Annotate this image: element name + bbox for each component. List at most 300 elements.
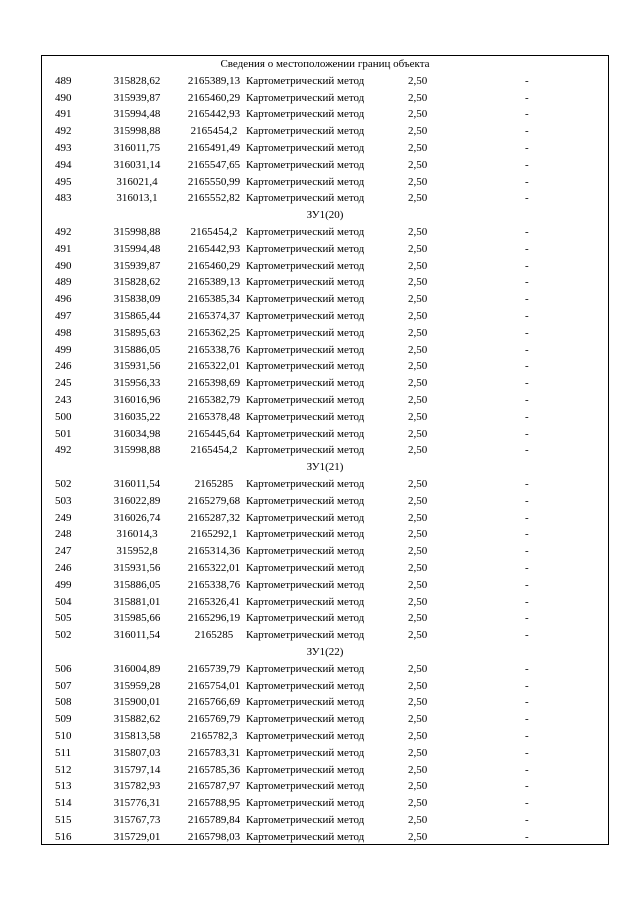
- table-row: [42, 510, 608, 527]
- description-cell: -: [525, 410, 529, 423]
- point-number: 489: [55, 276, 72, 289]
- precision-cell: 2,50: [408, 629, 428, 642]
- method-cell: Картометрический метод: [246, 326, 365, 339]
- coordinate-y: 2165454,2: [190, 444, 238, 457]
- table-row: [42, 73, 608, 90]
- table-row: [42, 594, 608, 611]
- table-row: [42, 778, 608, 795]
- description-cell: -: [525, 780, 529, 793]
- point-number: 507: [55, 679, 72, 692]
- coordinate-y: 2165785,36: [187, 763, 241, 776]
- coordinate-y: 2165279,68: [187, 494, 241, 507]
- point-number: 246: [55, 360, 72, 373]
- coordinate-y: 2165389,13: [187, 74, 241, 87]
- description-cell: -: [525, 578, 529, 591]
- method-cell: Картометрический метод: [246, 293, 365, 306]
- method-cell: Картометрический метод: [246, 629, 365, 642]
- coordinate-y: 2165491,49: [187, 142, 241, 154]
- coordinate-y: 2165292,1: [190, 528, 238, 541]
- coordinate-x: 315998,88: [113, 444, 161, 457]
- method-cell: Картометрический метод: [246, 478, 365, 490]
- description-cell: -: [525, 394, 529, 406]
- coordinate-x: 315994,48: [113, 242, 161, 255]
- table-row: [42, 762, 608, 779]
- section-heading: ЗУ1(20): [306, 209, 344, 222]
- coordinate-y: 2165788,95: [187, 797, 241, 810]
- description-cell: -: [525, 276, 529, 289]
- table-row: [42, 829, 608, 846]
- method-cell: Картометрический метод: [246, 142, 365, 154]
- precision-cell: 2,50: [408, 276, 428, 289]
- coordinate-y: 2165460,29: [187, 91, 241, 104]
- coordinate-x: 315900,01: [113, 696, 161, 709]
- point-number: 515: [55, 814, 72, 826]
- point-number: 502: [55, 629, 72, 642]
- coordinate-y: 2165296,19: [187, 612, 241, 625]
- description-cell: -: [525, 74, 529, 87]
- description-cell: -: [525, 562, 529, 574]
- coordinate-x: 315994,48: [113, 108, 161, 121]
- table-row: [42, 493, 608, 510]
- table-row: [42, 241, 608, 258]
- description-cell: -: [525, 158, 529, 171]
- point-number: 495: [55, 175, 72, 188]
- coordinate-x: 315886,05: [113, 578, 161, 591]
- point-number: 511: [55, 746, 72, 759]
- method-cell: Картометрический метод: [246, 578, 365, 591]
- method-cell: Картометрический метод: [246, 175, 365, 188]
- point-number: 490: [55, 259, 72, 272]
- precision-cell: 2,50: [408, 377, 428, 390]
- precision-cell: 2,50: [408, 528, 428, 541]
- table-row: [42, 560, 608, 577]
- method-cell: Картометрический метод: [246, 394, 365, 406]
- method-cell: Картометрический метод: [246, 780, 365, 793]
- point-number: 502: [55, 478, 72, 490]
- point-number: 247: [55, 545, 72, 558]
- point-number: 490: [55, 91, 72, 104]
- coordinate-x: 315881,01: [113, 595, 161, 608]
- method-cell: Картометрический метод: [246, 797, 365, 810]
- table-row: [42, 728, 608, 745]
- coordinate-x: 316031,14: [113, 158, 161, 171]
- description-cell: -: [525, 730, 529, 742]
- coordinate-x: 315886,05: [113, 343, 161, 356]
- point-number: 248: [55, 528, 72, 541]
- precision-cell: 2,50: [408, 108, 428, 121]
- coordinate-x: 316021,4: [116, 175, 158, 188]
- method-cell: Картометрический метод: [246, 192, 365, 205]
- description-cell: -: [525, 511, 529, 524]
- table-row: [42, 392, 608, 409]
- coordinate-y: 2165389,13: [187, 276, 241, 289]
- table-row: [42, 627, 608, 644]
- coordinate-y: 2165787,97: [187, 780, 241, 793]
- point-number: 506: [55, 662, 72, 675]
- coordinate-y: 2165378,48: [187, 410, 241, 423]
- table-row: [42, 106, 608, 123]
- description-cell: -: [525, 192, 529, 205]
- coordinate-x: 315797,14: [113, 763, 161, 776]
- description-cell: -: [525, 830, 529, 843]
- point-number: 492: [55, 125, 72, 138]
- precision-cell: 2,50: [408, 410, 428, 423]
- description-cell: -: [525, 713, 529, 726]
- table-row: [42, 476, 608, 493]
- precision-cell: 2,50: [408, 142, 428, 154]
- description-cell: -: [525, 494, 529, 507]
- coordinate-x: 315956,33: [113, 377, 161, 390]
- table-row: [42, 409, 608, 426]
- coordinate-y: 2165398,69: [187, 377, 241, 390]
- point-number: 496: [55, 293, 72, 306]
- point-number: 499: [55, 343, 72, 356]
- table-row: [42, 745, 608, 762]
- coordinate-x: 316026,74: [113, 511, 161, 524]
- coordinate-y: 2165326,41: [187, 595, 241, 608]
- method-cell: Картометрический метод: [246, 377, 365, 390]
- coordinate-x: 316035,22: [113, 410, 161, 423]
- point-number: 504: [55, 595, 72, 608]
- table-row: [42, 291, 608, 308]
- coordinate-x: 316011,54: [113, 629, 161, 642]
- point-number: 243: [55, 394, 72, 406]
- description-cell: -: [525, 108, 529, 121]
- precision-cell: 2,50: [408, 494, 428, 507]
- description-cell: -: [525, 478, 529, 490]
- table-row: [42, 358, 608, 375]
- method-cell: Картометрический метод: [246, 562, 365, 574]
- description-cell: -: [525, 226, 529, 238]
- point-number: 483: [55, 192, 72, 205]
- description-cell: -: [525, 142, 529, 154]
- method-cell: Картометрический метод: [246, 125, 365, 138]
- description-cell: -: [525, 242, 529, 255]
- table-row: [42, 661, 608, 678]
- precision-cell: 2,50: [408, 74, 428, 87]
- method-cell: Картометрический метод: [246, 545, 365, 558]
- table-row: [42, 224, 608, 241]
- coordinate-x: 316016,96: [113, 394, 161, 406]
- precision-cell: 2,50: [408, 444, 428, 457]
- table-row: [42, 90, 608, 107]
- table-row: [42, 274, 608, 291]
- method-cell: Картометрический метод: [246, 730, 365, 742]
- description-cell: -: [525, 629, 529, 642]
- description-cell: -: [525, 612, 529, 625]
- precision-cell: 2,50: [408, 612, 428, 625]
- description-cell: -: [525, 91, 529, 104]
- coordinate-y: 2165285: [194, 478, 234, 490]
- method-cell: Картометрический метод: [246, 444, 365, 457]
- method-cell: Картометрический метод: [246, 746, 365, 759]
- description-cell: -: [525, 696, 529, 709]
- coordinate-y: 2165460,29: [187, 259, 241, 272]
- precision-cell: 2,50: [408, 578, 428, 591]
- section-heading: ЗУ1(21): [306, 461, 344, 474]
- table-header: Сведения о местоположении границ объекта: [220, 58, 430, 70]
- coordinate-y: 2165547,65: [187, 158, 241, 171]
- coordinate-x: 315807,03: [113, 746, 161, 759]
- precision-cell: 2,50: [408, 427, 428, 440]
- coordinate-y: 2165739,79: [187, 662, 241, 675]
- coordinate-y: 2165798,03: [187, 830, 241, 843]
- description-cell: -: [525, 528, 529, 541]
- coordinate-y: 2165322,01: [187, 562, 241, 574]
- point-number: 498: [55, 326, 72, 339]
- point-number: 505: [55, 612, 72, 625]
- method-cell: Картометрический метод: [246, 528, 365, 541]
- coordinate-x: 315998,88: [113, 226, 161, 238]
- precision-cell: 2,50: [408, 662, 428, 675]
- coordinate-x: 316022,89: [113, 494, 161, 507]
- precision-cell: 2,50: [408, 679, 428, 692]
- coordinate-y: 2165442,93: [187, 108, 241, 121]
- table-row: [42, 577, 608, 594]
- coordinate-x: 315828,62: [113, 74, 161, 87]
- precision-cell: 2,50: [408, 175, 428, 188]
- precision-cell: 2,50: [408, 595, 428, 608]
- precision-cell: 2,50: [408, 713, 428, 726]
- table-row: [42, 123, 608, 140]
- coordinate-y: 2165285: [194, 629, 234, 642]
- description-cell: -: [525, 746, 529, 759]
- coordinate-x: 315998,88: [113, 125, 161, 138]
- method-cell: Картометрический метод: [246, 360, 365, 373]
- coordinate-y: 2165552,82: [187, 192, 241, 205]
- description-cell: -: [525, 259, 529, 272]
- point-number: 493: [55, 142, 72, 154]
- precision-cell: 2,50: [408, 343, 428, 356]
- table-row: [42, 174, 608, 191]
- coordinate-x: 315838,09: [113, 293, 161, 306]
- precision-cell: 2,50: [408, 192, 428, 205]
- point-number: 514: [55, 797, 72, 810]
- point-number: 245: [55, 377, 72, 390]
- point-number: 489: [55, 74, 72, 87]
- description-cell: -: [525, 427, 529, 440]
- method-cell: Картометрический метод: [246, 511, 365, 524]
- description-cell: -: [525, 360, 529, 373]
- table-row: [42, 711, 608, 728]
- coordinate-x: 315767,73: [113, 814, 161, 826]
- coordinate-y: 2165385,34: [187, 293, 241, 306]
- point-number: 510: [55, 730, 72, 742]
- description-cell: -: [525, 175, 529, 188]
- coordinate-y: 2165374,37: [187, 310, 241, 322]
- method-cell: Картометрический метод: [246, 74, 365, 87]
- coordinate-y: 2165322,01: [187, 360, 241, 373]
- coordinate-y: 2165454,2: [190, 125, 238, 138]
- description-cell: -: [525, 293, 529, 306]
- point-number: 500: [55, 410, 72, 423]
- coordinate-y: 2165783,31: [187, 746, 241, 759]
- point-number: 491: [55, 108, 72, 121]
- description-cell: -: [525, 595, 529, 608]
- coordinate-x: 315895,63: [113, 326, 161, 339]
- section-heading: ЗУ1(22): [306, 646, 344, 658]
- coordinate-x: 316011,54: [113, 478, 161, 490]
- precision-cell: 2,50: [408, 780, 428, 793]
- method-cell: Картометрический метод: [246, 830, 365, 843]
- coordinate-x: 316014,3: [116, 528, 158, 541]
- table-row: [42, 610, 608, 627]
- coordinate-y: 2165382,79: [187, 394, 241, 406]
- method-cell: Картометрический метод: [246, 226, 365, 238]
- method-cell: Картометрический метод: [246, 276, 365, 289]
- precision-cell: 2,50: [408, 293, 428, 306]
- method-cell: Картометрический метод: [246, 696, 365, 709]
- method-cell: Картометрический метод: [246, 427, 365, 440]
- method-cell: Картометрический метод: [246, 343, 365, 356]
- precision-cell: 2,50: [408, 125, 428, 138]
- coordinate-x: 315865,44: [113, 310, 161, 322]
- point-number: 246: [55, 562, 72, 574]
- point-number: 497: [55, 310, 72, 322]
- precision-cell: 2,50: [408, 158, 428, 171]
- description-cell: -: [525, 125, 529, 138]
- coordinate-x: 315828,62: [113, 276, 161, 289]
- point-number: 491: [55, 242, 72, 255]
- point-number: 501: [55, 427, 72, 440]
- precision-cell: 2,50: [408, 814, 428, 826]
- method-cell: Картометрический метод: [246, 259, 365, 272]
- coordinate-x: 315782,93: [113, 780, 161, 793]
- point-number: 512: [55, 763, 72, 776]
- precision-cell: 2,50: [408, 360, 428, 373]
- coordinate-y: 2165445,64: [187, 427, 241, 440]
- table-row: [42, 375, 608, 392]
- method-cell: Картометрический метод: [246, 310, 365, 322]
- point-number: 492: [55, 444, 72, 457]
- coordinate-x: 315931,56: [113, 562, 161, 574]
- coordinate-x: 316013,1: [116, 192, 158, 205]
- coordinate-x: 315776,31: [113, 797, 161, 810]
- table-row: [42, 325, 608, 342]
- table-row: [42, 694, 608, 711]
- precision-cell: 2,50: [408, 310, 428, 322]
- method-cell: Картометрический метод: [246, 662, 365, 675]
- description-cell: -: [525, 377, 529, 390]
- coordinate-x: 315985,66: [113, 612, 161, 625]
- coordinate-y: 2165782,3: [190, 730, 238, 742]
- point-number: 494: [55, 158, 72, 171]
- coordinate-y: 2165766,69: [187, 696, 241, 709]
- description-cell: -: [525, 763, 529, 776]
- table-row: [42, 426, 608, 443]
- coordinate-y: 2165338,76: [187, 578, 241, 591]
- coordinate-y: 2165314,36: [187, 545, 241, 558]
- method-cell: Картометрический метод: [246, 242, 365, 255]
- precision-cell: 2,50: [408, 242, 428, 255]
- coordinate-x: 315882,62: [113, 713, 161, 726]
- coordinate-y: 2165362,25: [187, 326, 241, 339]
- coordinate-x: 315939,87: [113, 259, 161, 272]
- table-row: [42, 140, 608, 157]
- coordinate-x: 316034,98: [113, 427, 161, 440]
- precision-cell: 2,50: [408, 511, 428, 524]
- coordinate-y: 2165338,76: [187, 343, 241, 356]
- precision-cell: 2,50: [408, 91, 428, 104]
- coordinate-y: 2165550,99: [187, 175, 241, 188]
- table-row: [42, 342, 608, 359]
- point-number: 503: [55, 494, 72, 507]
- coordinate-y: 2165754,01: [187, 679, 241, 692]
- method-cell: Картометрический метод: [246, 763, 365, 776]
- coordinate-y: 2165287,32: [187, 511, 241, 524]
- point-number: 513: [55, 780, 72, 793]
- precision-cell: 2,50: [408, 562, 428, 574]
- table-row: [42, 442, 608, 459]
- method-cell: Картометрический метод: [246, 91, 365, 104]
- coordinate-x: 316011,75: [113, 142, 161, 154]
- description-cell: -: [525, 326, 529, 339]
- coordinate-x: 315939,87: [113, 91, 161, 104]
- coordinate-x: 315931,56: [113, 360, 161, 373]
- point-number: 509: [55, 713, 72, 726]
- description-cell: -: [525, 545, 529, 558]
- precision-cell: 2,50: [408, 226, 428, 238]
- table-row: [42, 678, 608, 695]
- point-number: 249: [55, 511, 72, 524]
- table-row: [42, 308, 608, 325]
- coordinate-x: 315729,01: [113, 830, 161, 843]
- coordinate-x: 315959,28: [113, 679, 161, 692]
- table-row: [42, 812, 608, 829]
- precision-cell: 2,50: [408, 797, 428, 810]
- table-row: [42, 543, 608, 560]
- coordinate-x: 315813,58: [113, 730, 161, 742]
- point-number: 508: [55, 696, 72, 709]
- table-row: [42, 157, 608, 174]
- description-cell: -: [525, 797, 529, 810]
- table-row: [42, 258, 608, 275]
- coordinate-x: 316004,89: [113, 662, 161, 675]
- table-row: [42, 526, 608, 543]
- description-cell: -: [525, 662, 529, 675]
- description-cell: -: [525, 310, 529, 322]
- description-cell: -: [525, 343, 529, 356]
- method-cell: Картометрический метод: [246, 595, 365, 608]
- method-cell: Картометрический метод: [246, 158, 365, 171]
- precision-cell: 2,50: [408, 326, 428, 339]
- method-cell: Картометрический метод: [246, 814, 365, 826]
- method-cell: Картометрический метод: [246, 612, 365, 625]
- table-row: [42, 190, 608, 207]
- precision-cell: 2,50: [408, 259, 428, 272]
- method-cell: Картометрический метод: [246, 713, 365, 726]
- precision-cell: 2,50: [408, 730, 428, 742]
- precision-cell: 2,50: [408, 830, 428, 843]
- method-cell: Картометрический метод: [246, 108, 365, 121]
- precision-cell: 2,50: [408, 394, 428, 406]
- coordinate-y: 2165769,79: [187, 713, 241, 726]
- precision-cell: 2,50: [408, 545, 428, 558]
- coordinate-x: 315952,8: [116, 545, 158, 558]
- method-cell: Картометрический метод: [246, 494, 365, 507]
- description-cell: -: [525, 679, 529, 692]
- point-number: 492: [55, 226, 72, 238]
- description-cell: -: [525, 444, 529, 457]
- table-row: [42, 795, 608, 812]
- point-number: 516: [55, 830, 72, 843]
- coordinate-y: 2165442,93: [187, 242, 241, 255]
- precision-cell: 2,50: [408, 696, 428, 709]
- precision-cell: 2,50: [408, 746, 428, 759]
- point-number: 499: [55, 578, 72, 591]
- precision-cell: 2,50: [408, 763, 428, 776]
- coordinate-y: 2165789,84: [187, 814, 241, 826]
